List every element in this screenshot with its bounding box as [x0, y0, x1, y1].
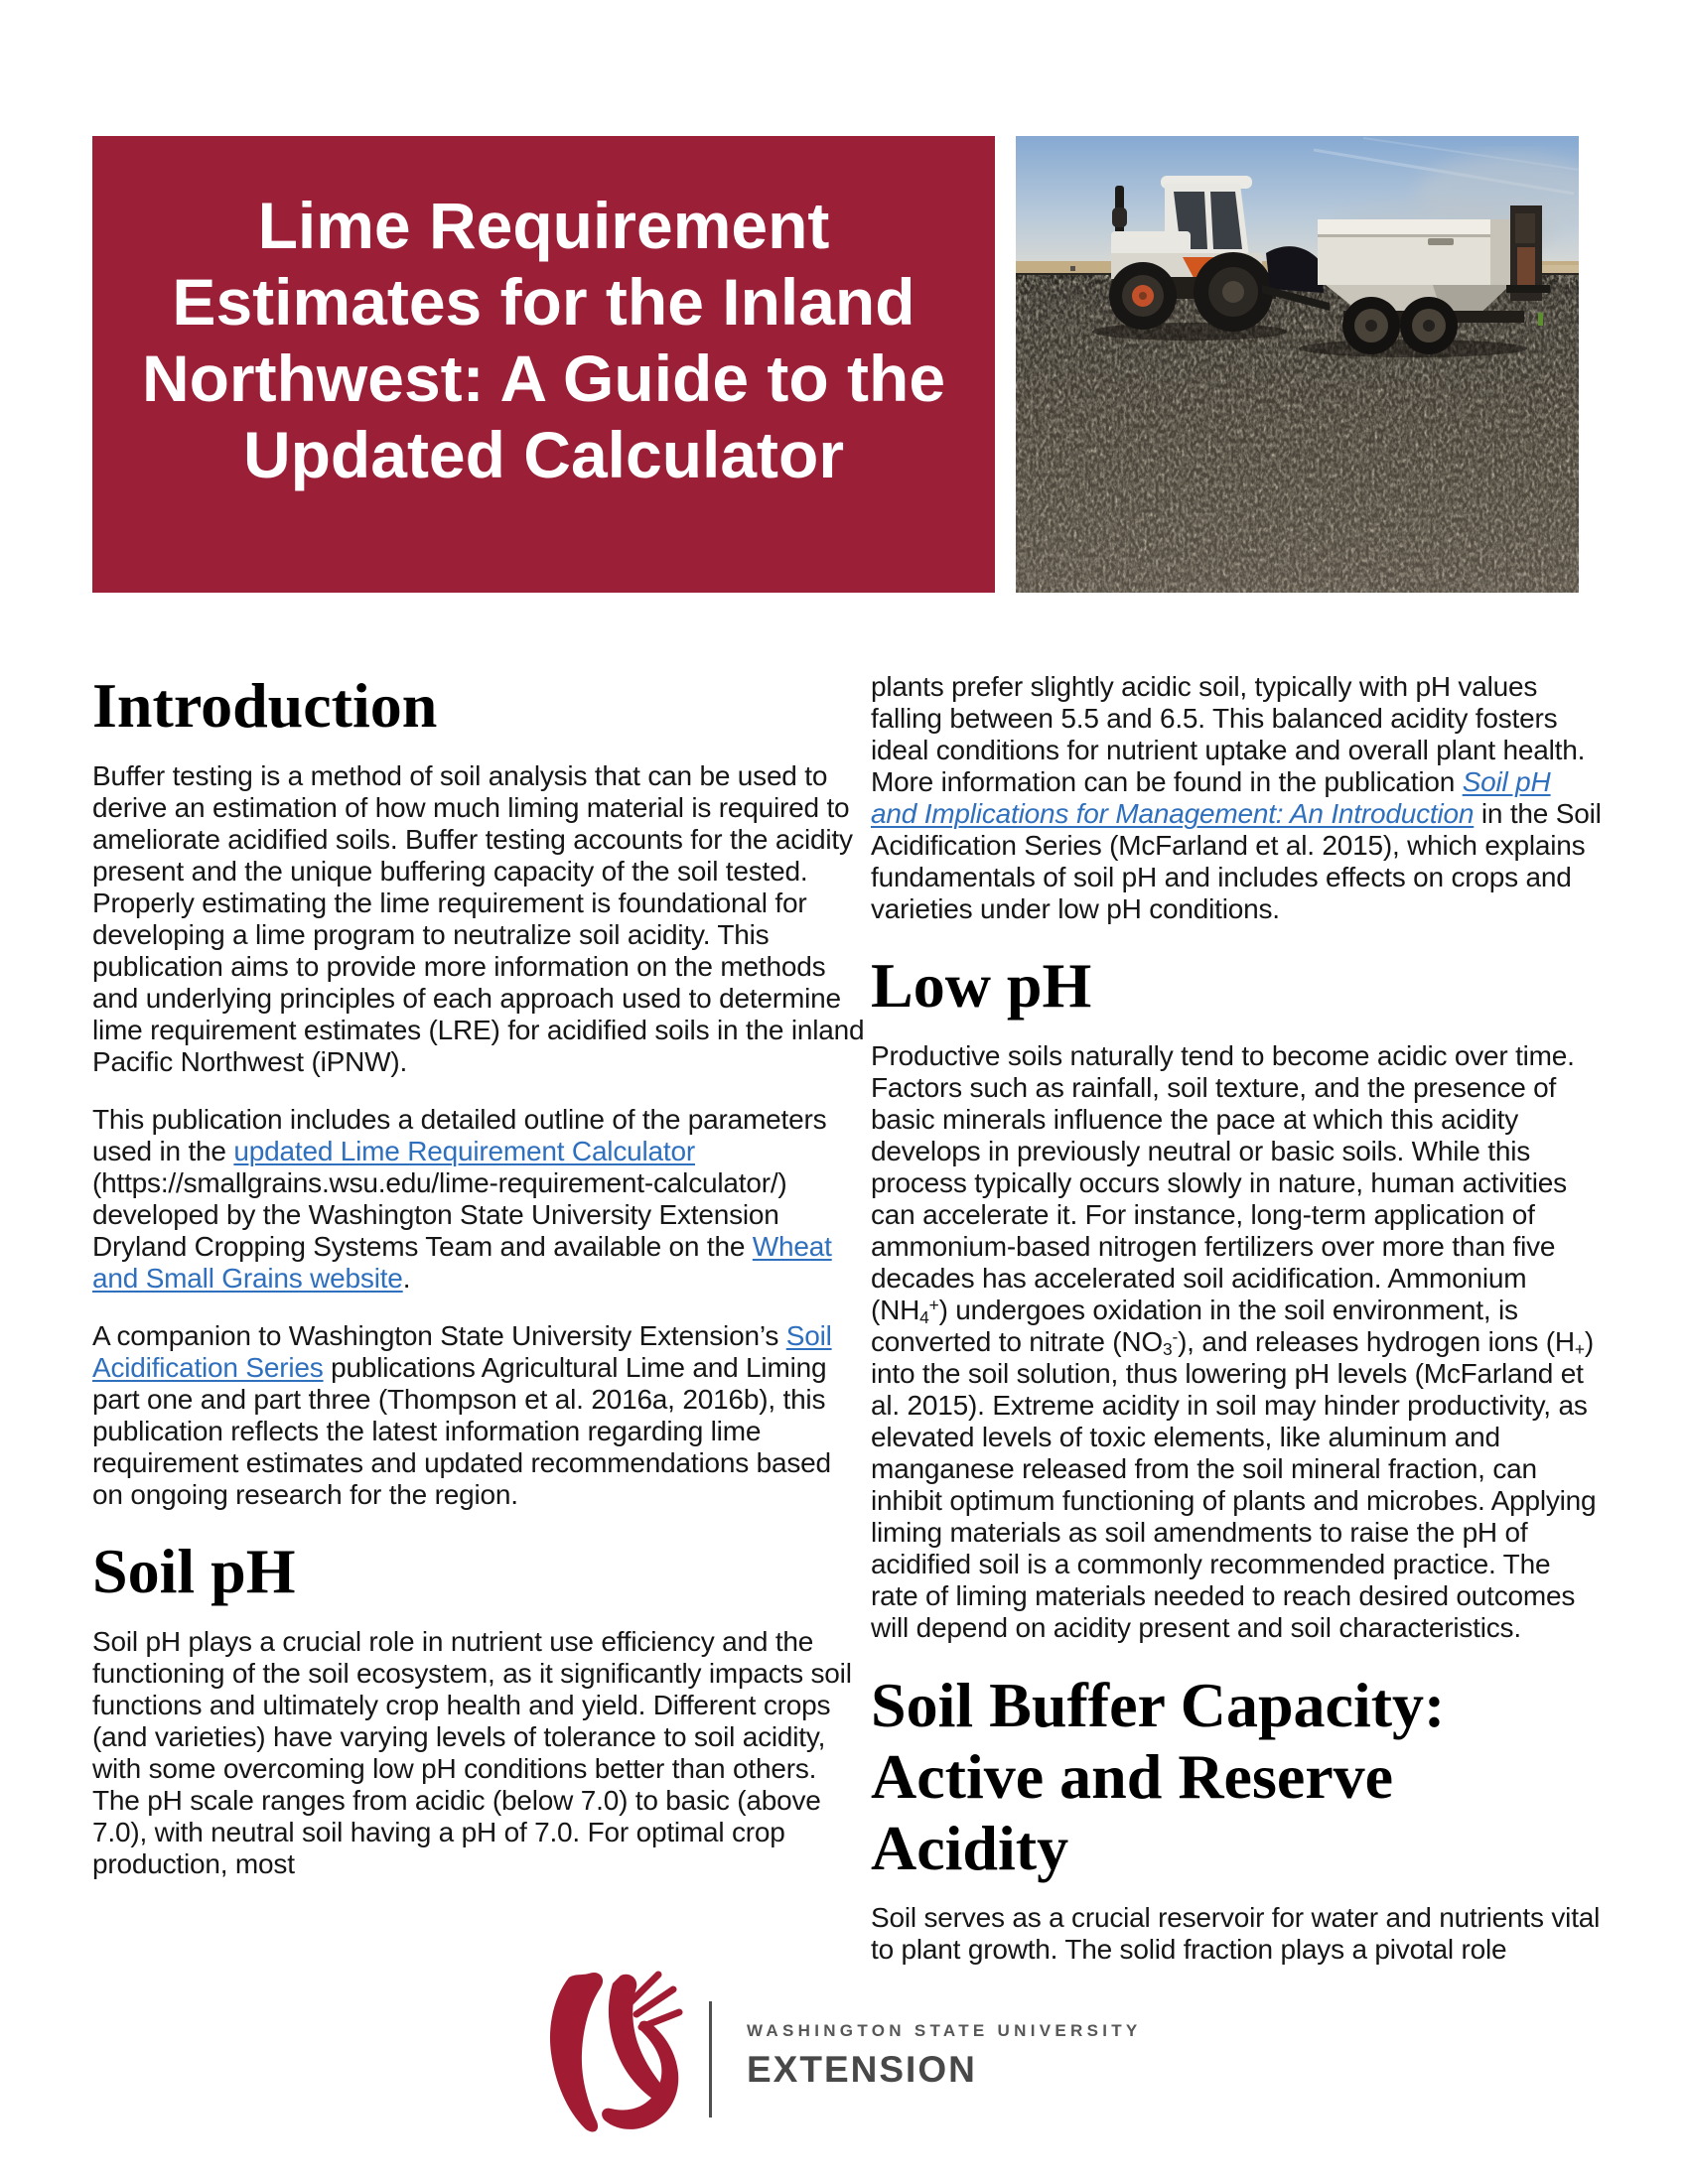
- intro-paragraph-3: A companion to Washington State University Extension’s Soil Acidification Series publications Agricultural Lime and Liming part one and part three (Thompson et al. 2016a, 2016b), this publication reflects the latest information regarding lime requirement estimates and updated recommendations based on ongoing research for the region.: [92, 1320, 832, 1510]
- wheat-and-small-grains-website-link[interactable]: Wheat and Small Grains website: [92, 1231, 832, 1294]
- wsu-cougar-logo-graphic: [535, 1964, 684, 2134]
- field-marker: [1538, 313, 1543, 326]
- soil-ph-heading: Soil pH: [92, 1536, 296, 1606]
- soil-buffer-paragraph-1: Soil serves as a crucial reservoir for water and nutrients vital to plant growth. The solid fraction plays a pivotal role: [871, 1902, 1601, 1965]
- low-ph-heading: Low pH: [871, 950, 1092, 1021]
- page-title-line-4: Updated Calculator: [242, 418, 845, 491]
- intro-paragraph-1: Buffer testing is a method of soil analysis that can be used to derive an estimation of how much liming material is required to ameliorate acidified soils. Buffer testing accounts for the acidity present and the unique buffering capacity of the soil tested. Properly estimating the lime requirement is foundational for developing a lime program to neutralize soil acidity. This publication aims to provide more information on the methods and underlying principles of each approach used to determine lime requirement estimates (LRE) for acidified soils in the inland Pacific Northwest (iPNW).: [92, 760, 865, 1077]
- soil-buffer-capacity-heading-line-1: Soil Buffer Capacity:: [871, 1670, 1446, 1740]
- field-photo: [1016, 136, 1579, 593]
- soil-ph-paragraph-1: Soil pH plays a crucial role in nutrient use efficiency and the functioning of the soil ecosystem, as it significantly impacts soil functions and ultimately crop health and yield. Different crops (and varieties) have varying levels of tolerance to soil acidity, with some overcoming low pH conditions better than others. The pH scale ranges from acidic (below 7.0) to basic (above 7.0), with neutral soil having a pH of 7.0. For optimal crop production, most: [92, 1626, 852, 1879]
- left-column: [92, 671, 865, 1906]
- introduction-heading: Introduction: [92, 670, 438, 741]
- page-title: [92, 136, 995, 493]
- title-banner: [92, 136, 995, 593]
- page-title-line-2: Estimates for the Inland: [172, 265, 915, 339]
- soil-buffer-capacity-heading: [871, 1670, 1602, 1884]
- low-ph-paragraph: Productive soils naturally tend to become acidic over time. Factors such as rainfall, soil texture, and the presence of basic minerals influence the pace at which this acidity develops in previously neutral or basic soils. While this process typically occurs slowly in nature, human activities can accelerate it. For instance, long-term application of ammonium-based nitrogen fertilizers over more than five decades has accelerated soil acidification. Ammonium $(NH_4^+)$ undergoes oxidation in the soil environment, is converted to nitrate $(NO_3^-)$, and releases hydrogen ions $(H_+)$ into the soil solution, thus lowering pH levels (McFarland et al. 2015). Extreme acidity in soil may hinder productivity, as elevated levels of toxic elements, like aluminum and manganese released from the soil mineral fraction, can inhibit optimum functioning of plants and microbes. Applying liming materials as soil amendments to raise the pH of acidified soil is a commonly recommended practice. The rate of liming materials needed to reach desired outcomes will depend on acidity present and soil characteristics.: [871, 1040, 1597, 1643]
- soil-acidification-series-link[interactable]: Soil Acidification Series: [92, 1320, 832, 1383]
- intro-paragraph-2: This publication includes a detailed outline of the parameters used in the updated Lime Requirement Calculator (https://smallgrains.wsu.edu/lime-requirement-calculator/) developed by the Washington State University Extension Dryland Cropping Systems Team and available on the Wheat and Small Grains website.: [92, 1104, 832, 1294]
- soil-ph-paragraph-continuation: plants prefer slightly acidic soil, typically with pH values falling between 5.5 and 6.5. This balanced acidity fosters ideal conditions for nutrient uptake and overall plant health. More information can be found in the publication Soil pH and Implications for Management: An Introduction in the Soil Acidification Series (McFarland et al. 2015), which explains fundamentals of soil pH and includes effects on crops and varieties under low pH conditions.: [871, 671, 1602, 924]
- footer-division-name: EXTENSION: [747, 2049, 977, 2090]
- wsu-cougar-logo-icon: [535, 1964, 684, 2134]
- soil-buffer-capacity-heading-line-2: Active and Reserve Acidity: [871, 1741, 1394, 1883]
- page-title-line-1: Lime Requirement: [257, 189, 830, 262]
- footer-university-name: WASHINGTON STATE UNIVERSITY: [747, 2021, 1142, 2040]
- right-column: [871, 671, 1602, 1991]
- footer-divider: [709, 2001, 712, 2117]
- soil-ph-implications-link[interactable]: Soil pH and Implications for Management: An Introduction: [871, 766, 1551, 829]
- updated-lime-requirement-calculator-link[interactable]: updated Lime Requirement Calculator: [233, 1136, 695, 1166]
- footer-text-block: [747, 2021, 1142, 2090]
- field-photo-graphic: [1016, 136, 1579, 593]
- page-title-line-3: Northwest: A Guide to the: [141, 341, 946, 415]
